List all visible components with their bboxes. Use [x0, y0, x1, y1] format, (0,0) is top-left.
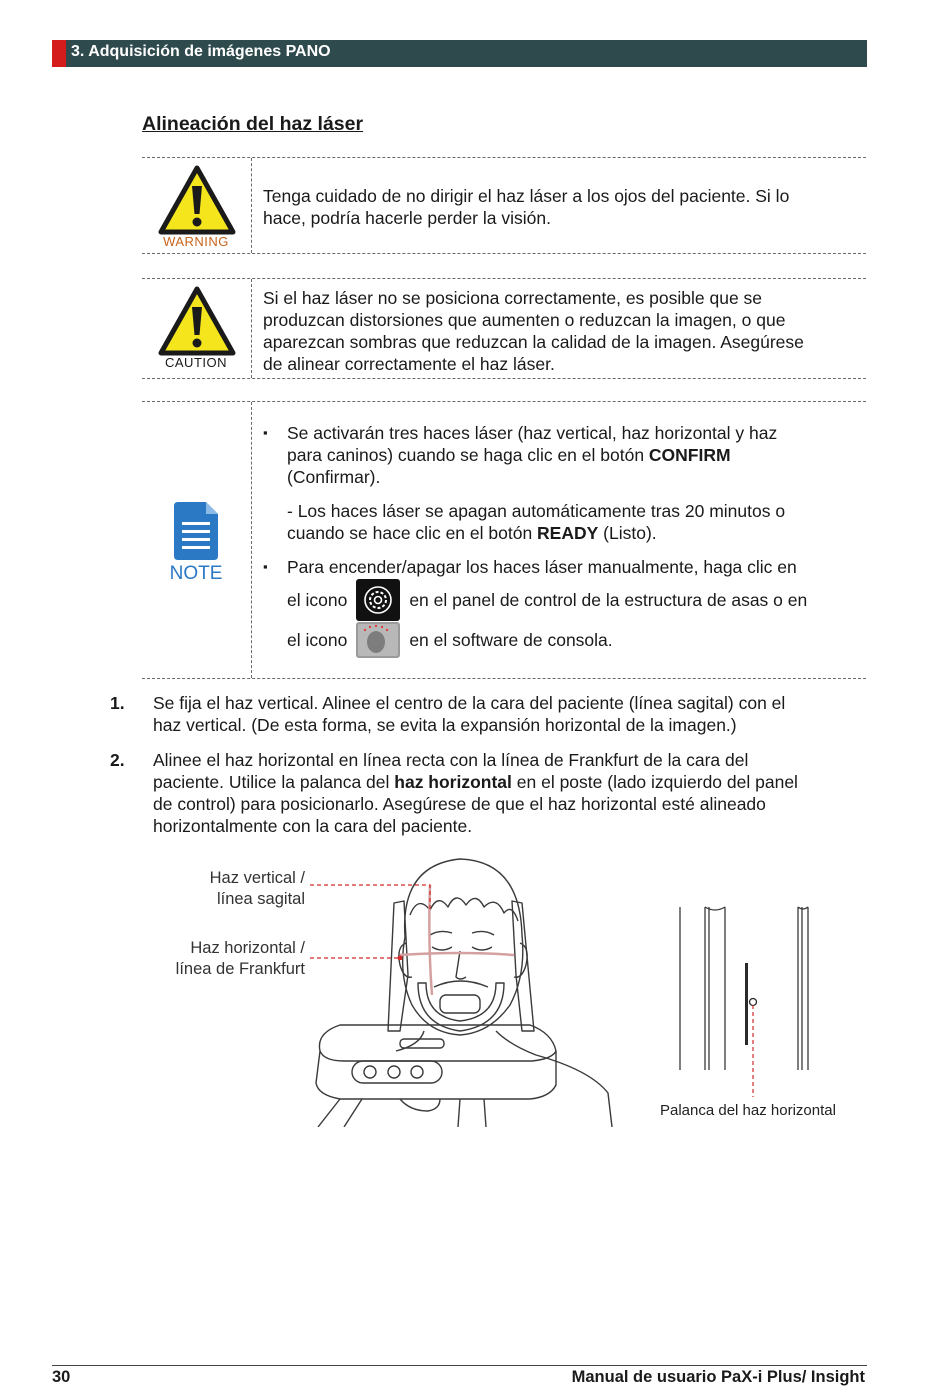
label-leader-lines — [300, 880, 440, 960]
bullet-square-icon: ▪ — [263, 425, 268, 440]
caution-text-line: Si el haz láser no se posiciona correctamente, es posible que se — [263, 288, 763, 308]
horizontal-beam-label — [176, 938, 305, 980]
note-icon-column — [142, 402, 252, 678]
manual-title: Manual de usuario PaX-i Plus/ Insight — [571, 1368, 865, 1386]
note-text-segment: el icono — [287, 630, 348, 650]
section-header-title: 3. Adquisición de imágenes PANO — [71, 43, 331, 60]
note-document-icon — [172, 500, 222, 562]
note-text-segment: para caninos) cuando se haga clic en el botón — [287, 445, 649, 465]
figure-label-line: línea sagital — [216, 890, 305, 908]
note-text-line: - Los haces láser se apagan automáticamente tras 20 minutos o — [287, 501, 786, 521]
note-icon-line — [287, 580, 858, 620]
lever-label: Palanca del haz horizontal — [660, 1102, 836, 1119]
caution-box — [142, 278, 866, 379]
caution-text-line: de alinear correctamente el haz láser. — [263, 354, 555, 374]
warning-text-line: Tenga cuidado de no dirigir el haz láser a los ojos del paciente. Si lo — [263, 186, 790, 206]
caution-icon-column — [142, 279, 252, 378]
note-box — [142, 401, 866, 679]
note-subnote — [287, 500, 858, 544]
warning-label: WARNING — [163, 234, 229, 249]
caution-text-line: produzcan distorsiones que aumenten o reduzcan la imagen, o que — [263, 310, 786, 330]
caution-label: CAUTION — [165, 355, 227, 370]
figure-label-line: línea de Frankfurt — [175, 960, 305, 978]
note-text-line — [287, 444, 858, 466]
note-text-segment: en el software de consola. — [409, 630, 613, 650]
section-title: Alineación del haz láser — [142, 113, 364, 135]
note-bullet-item — [263, 422, 858, 544]
note-text-line — [287, 522, 858, 544]
step-text-line: horizontalmente con la cara del paciente. — [153, 816, 473, 836]
figure-label-line: Haz vertical / — [209, 869, 305, 887]
step-text-segment: en el poste (lado izquierdo del panel — [511, 772, 798, 792]
note-text-segment: cuando se hace clic en el botón — [287, 523, 538, 543]
figure-label-line: Haz horizontal / — [190, 939, 305, 957]
note-label: NOTE — [169, 563, 223, 584]
step-text-line — [153, 771, 860, 793]
warning-triangle-icon — [157, 164, 237, 236]
step-text-line: haz vertical. (De esta forma, se evita la expansión horizontal de la imagen.) — [153, 715, 737, 735]
warning-triangle-icon — [157, 285, 237, 357]
step-text-line: de control) para posicionarlo. Asegúrese de que el haz horizontal esté alineado — [153, 794, 766, 814]
bullet-square-icon: ▪ — [263, 559, 268, 574]
steps-list — [110, 692, 860, 850]
step-item — [110, 749, 860, 837]
note-text-segment: el icono — [287, 590, 348, 610]
horizontal-beam-keyword: haz horizontal — [394, 772, 512, 792]
note-icon-line — [287, 620, 858, 660]
laser-control-gear-icon — [356, 579, 400, 621]
step-text-line: Alinee el haz horizontal en línea recta con la línea de Frankfurt de la cara del — [153, 750, 749, 770]
step-text-segment: paciente. Utilice la palanca del — [153, 772, 395, 792]
caution-text-line: aparezcan sombras que reduzcan la calidad de la imagen. Asegúrese — [263, 332, 804, 352]
horizontal-beam-lever-illustration — [675, 905, 825, 1105]
section-header-bar — [52, 40, 867, 67]
note-text-segment: en el panel de control de la estructura de asas o en — [409, 590, 808, 610]
laser-software-icon — [356, 622, 400, 658]
step-number: 2. — [110, 750, 125, 770]
confirm-keyword: CONFIRM — [648, 445, 731, 465]
note-text-line: (Confirmar). — [287, 467, 381, 487]
page-number: 30 — [52, 1368, 71, 1386]
warning-text-line: hace, podría hacerle perder la visión. — [263, 208, 551, 228]
step-number: 1. — [110, 693, 125, 713]
header-accent — [52, 40, 66, 67]
note-text-segment: (Listo). — [598, 523, 657, 543]
warning-box — [142, 157, 866, 254]
vertical-beam-label — [210, 868, 305, 910]
note-text-line: Para encender/apagar los haces láser manualmente, haga clic en — [287, 557, 797, 577]
footer-divider — [52, 1365, 867, 1366]
warning-icon-column — [142, 158, 252, 253]
step-item — [110, 692, 860, 736]
ready-keyword: READY — [537, 523, 599, 543]
caution-text — [263, 287, 854, 375]
note-text-line: Se activarán tres haces láser (haz vertical, haz horizontal y haz — [287, 423, 778, 443]
note-bullet-item — [263, 556, 858, 660]
warning-text — [263, 185, 854, 229]
step-text-line: Se fija el haz vertical. Alinee el centro de la cara del paciente (línea sagital) con el — [153, 693, 786, 713]
